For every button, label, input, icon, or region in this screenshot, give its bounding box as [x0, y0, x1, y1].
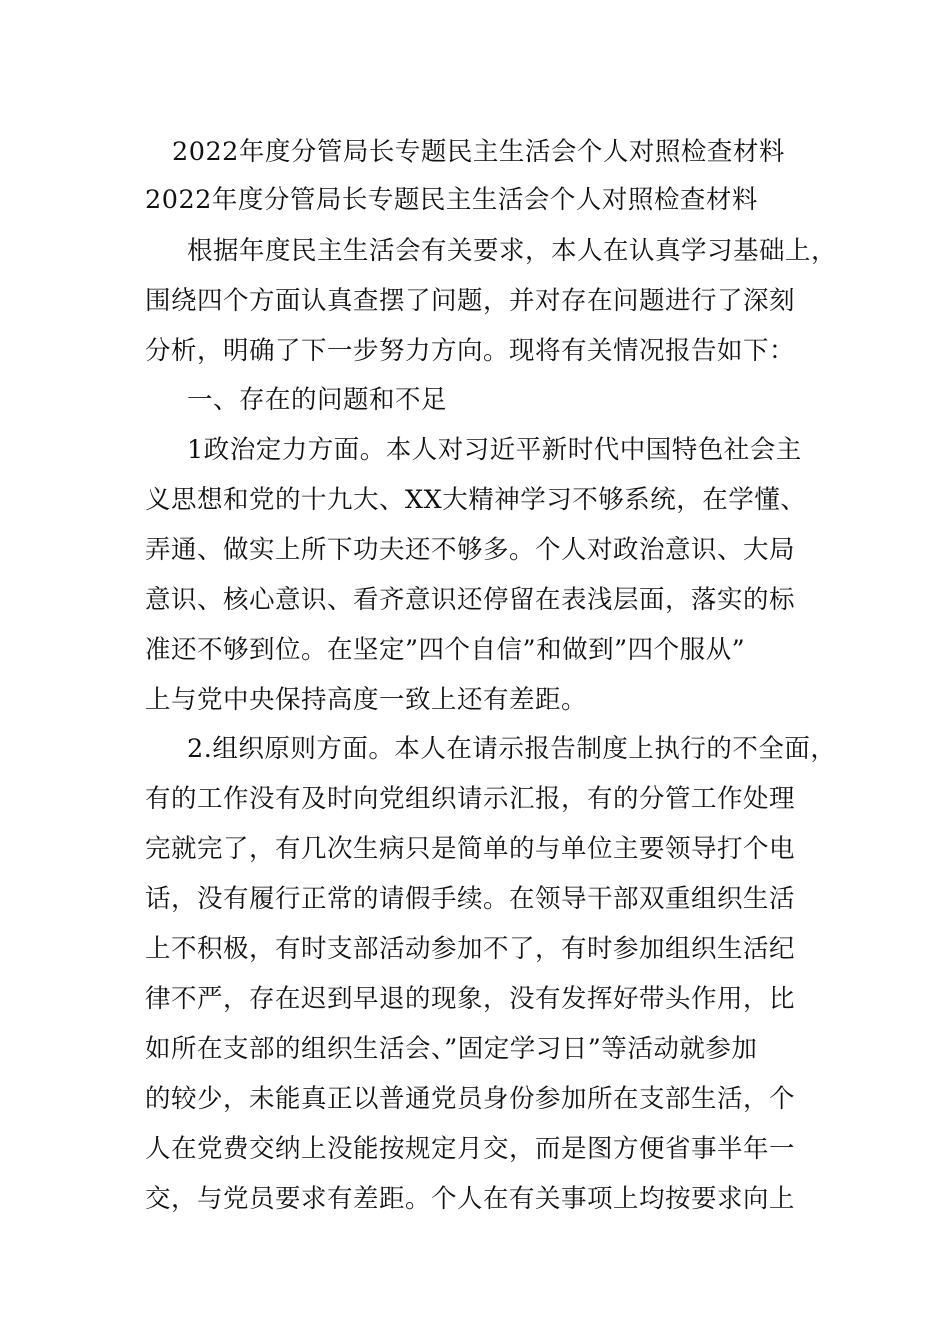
item-2-line: 话，没有履行正常的请假手续。在领导干部双重组织生活 [145, 884, 796, 914]
item-2-line: 如所在支部的组织生活会、”固定学习日”等活动就参加 [145, 1034, 758, 1064]
item-2-line: 交，与党员要求有差距。个人在有关事项上均按要求向上 [145, 1184, 796, 1214]
item-2-line: 人在党费交纳上没能按规定月交，而是图方便省事半年一 [145, 1134, 796, 1164]
intro-line: 分析，明确了下一步努力方向。现将有关情况报告如下： [145, 336, 796, 366]
item-2-line: 上不积极，有时支部活动参加不了，有时参加组织生活纪 [145, 934, 796, 964]
item-1-line: 准还不够到位。在坚定”四个自信”和做到”四个服从” [145, 635, 746, 665]
item-1-line: 义思想和党的十九大、XX大精神学习不够系统，在学懂、 [145, 485, 807, 515]
item-2-line: 律不严，存在迟到早退的现象，没有发挥好带头作用，比 [145, 984, 796, 1014]
section-heading: 一、存在的问题和不足 [187, 385, 448, 415]
item-1-line: 弄通、做实上所下功夫还不够多。个人对政治意识、大局 [145, 535, 796, 565]
item-1-line: 意识、核心意识、看齐意识还停留在表浅层面，落实的标 [145, 585, 796, 615]
item-2-line: 有的工作没有及时向党组织请示汇报，有的分管工作处理 [145, 784, 796, 814]
document-title: 2022年度分管局长专题民主生活会个人对照检查材料 [172, 137, 785, 167]
item-1-line: 上与党中央保持高度一致上还有差距。 [145, 685, 588, 715]
intro-line: 根据年度民主生活会有关要求，本人在认真学习基础上， [187, 236, 838, 266]
document-title-repeat: 2022年度分管局长专题民主生活会个人对照检查材料 [145, 185, 758, 215]
intro-line: 围绕四个方面认真查摆了问题，并对存在问题进行了深刻 [145, 286, 796, 316]
item-2-line: 的较少，未能真正以普通党员身份参加所在支部生活，个 [145, 1084, 796, 1114]
item-2-line: 2.组织原则方面。本人在请示报告制度上执行的不全面， [187, 734, 837, 764]
item-1-line: 1政治定力方面。本人对习近平新时代中国特色社会主 [187, 435, 802, 465]
item-2-line: 完就完了，有几次生病只是简单的与单位主要领导打个电 [145, 834, 796, 864]
